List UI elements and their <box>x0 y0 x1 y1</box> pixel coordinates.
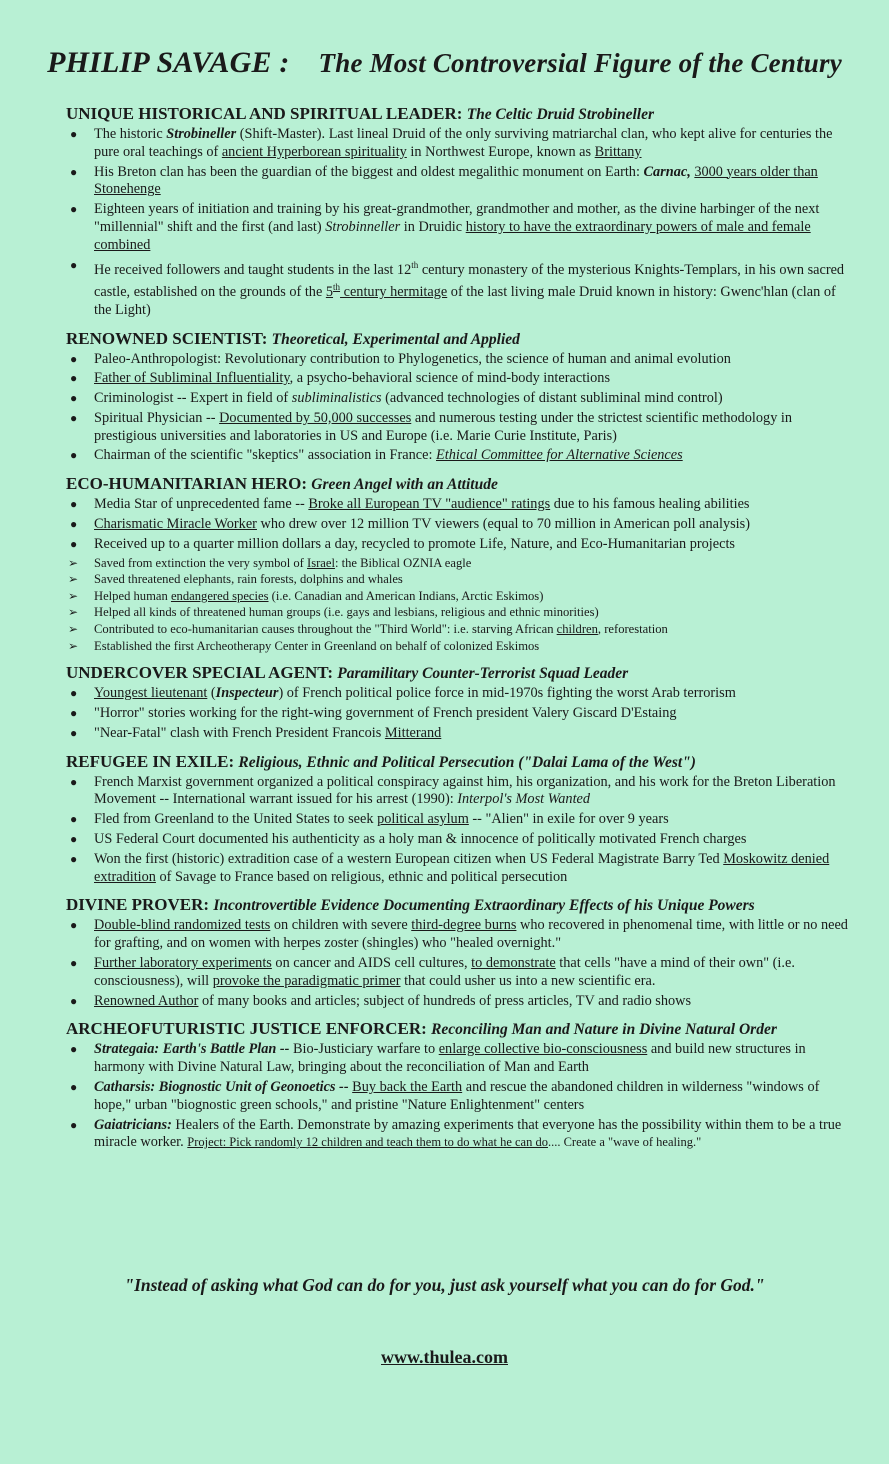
list-item <box>66 126 856 162</box>
section <box>66 895 856 1010</box>
list-item <box>66 390 856 408</box>
list-item <box>66 685 856 703</box>
item-text: (i.e. Canadian and American Indians, Arctic Eskimos) <box>268 588 544 603</box>
arrow-bullet-icon: ➢ <box>68 572 79 587</box>
list-item <box>66 622 856 638</box>
item-text: Saved threatened elephants, rain forests, dolphins and whales <box>94 572 403 587</box>
section <box>66 663 856 742</box>
dot-bullet-icon: ● <box>70 725 78 740</box>
list-item <box>66 705 856 723</box>
item-text: (Shift-Master). Last lineal Druid of the only surviving matriarchal clan, who kept alive for centuries the pure oral teachings of <box>94 126 833 160</box>
list-item <box>66 639 856 655</box>
item-text: on cancer and AIDS cell cultures, <box>271 955 472 971</box>
dot-bullet-icon: ● <box>70 918 78 933</box>
item-text: His Breton clan has been the guardian of the biggest and oldest megalithic monument on Earth: <box>94 163 644 180</box>
item-text: Father of Subliminal Influentiality <box>94 370 290 387</box>
list-item <box>66 955 856 991</box>
list-item <box>66 993 856 1011</box>
item-text: Renowned Author <box>94 992 199 1009</box>
dot-bullet-icon: ● <box>70 127 78 141</box>
list-item <box>66 536 856 554</box>
item-text: provoke the paradigmatic primer <box>212 972 401 989</box>
item-text: Media Star of unprecedented fame -- <box>94 496 309 513</box>
section <box>66 1019 856 1152</box>
list-item <box>66 725 856 743</box>
section-heading-subtitle: Incontrovertible Evidence Documenting Extraordinary Effects of his Unique Powers <box>213 897 755 915</box>
item-text: Saved from extinction the very symbol of <box>94 555 307 570</box>
page-title <box>0 46 889 80</box>
bullet-list <box>66 126 856 320</box>
content-sections <box>66 104 856 1161</box>
arrow-bullet-icon: ➢ <box>68 605 79 620</box>
item-text: Contributed to eco-humanitarian causes throughout the "Third World": i.e. starving African <box>94 622 557 637</box>
item-text: that cells "have a mind of their own" (i.e. consciousness), will <box>94 955 795 989</box>
list-item <box>66 589 856 605</box>
bullet-list <box>66 1041 856 1152</box>
item-text: Catharsis: Biognostic Unit of Geonoetics -- <box>94 1078 349 1095</box>
list-item <box>66 605 856 621</box>
section-heading <box>66 329 856 350</box>
arrow-bullet-icon: ➢ <box>68 588 79 603</box>
section-heading <box>66 1019 856 1040</box>
arrow-bullet-icon: ➢ <box>68 638 79 653</box>
section <box>66 752 856 887</box>
list-item <box>66 496 856 514</box>
dot-bullet-icon: ● <box>70 686 78 701</box>
item-text: of many books and articles; subject of hundreds of press articles, TV and radio shows <box>198 992 692 1009</box>
arrow-bullet-icon: ➢ <box>68 622 79 637</box>
item-text: Charismatic Miracle Worker <box>94 516 257 533</box>
section-heading <box>66 895 856 916</box>
dot-bullet-icon: ● <box>70 351 78 366</box>
item-text: US Federal Court documented his authenticity as a holy man & innocence of politically motivated French charges <box>94 831 747 848</box>
list-item <box>66 1079 856 1115</box>
item-text: Ethical Committee for Alternative Sciences <box>436 447 683 464</box>
dot-bullet-icon: ● <box>70 956 78 970</box>
section-heading-subtitle: Green Angel with an Attitude <box>311 476 498 494</box>
item-text: Healers of the Earth. Demonstrate by amazing experiments that everyone has the possibility within them to be a true miracle worker. <box>94 1116 842 1151</box>
title-subtitle: The Most Controversial Figure of the Century <box>318 48 842 78</box>
website-link[interactable]: www.thulea.com <box>381 1347 508 1367</box>
item-text: on children with severe <box>270 917 412 934</box>
item-text: ( <box>207 685 216 702</box>
item-text: to demonstrate <box>471 955 556 971</box>
section-heading <box>66 104 856 125</box>
item-text: history to have the extraordinary powers of male and female combined <box>94 218 811 253</box>
item-text: : the Biblical OZNIA eagle <box>334 555 472 570</box>
dot-bullet-icon: ● <box>70 371 78 386</box>
dot-bullet-icon: ● <box>70 1079 78 1094</box>
item-text: of Savage to France based on religious, ethnic and political persecution <box>155 868 568 885</box>
section-heading-title: REFUGEE IN EXILE: <box>66 751 239 771</box>
section-heading <box>66 474 856 495</box>
item-text: Broke all European TV "audience" ratings <box>308 496 551 513</box>
bullet-list <box>66 351 856 466</box>
item-text: "Near-Fatal" clash with French President Francois <box>94 724 385 741</box>
list-item <box>66 851 856 887</box>
item-text: Project: Pick randomly 12 children and teach them to do what he can do <box>187 1135 548 1150</box>
item-text: th <box>333 282 341 293</box>
item-text: ancient Hyperborean spirituality <box>221 143 407 160</box>
item-text: Further laboratory experiments <box>94 955 272 971</box>
item-text: Criminologist -- Expert in field of <box>94 390 292 407</box>
item-text: Documented by 50,000 successes <box>219 409 412 426</box>
item-text: century hermitage <box>340 283 448 300</box>
title-name: PHILIP SAVAGE : <box>47 46 290 79</box>
bullet-list <box>66 685 856 742</box>
item-text: in Northwest Europe, known as <box>406 143 595 160</box>
item-text: Bio-Justiciary warfare to <box>289 1041 439 1058</box>
list-item <box>66 831 856 849</box>
list-item <box>66 917 856 953</box>
item-text: Chairman of the scientific "skeptics" association in France: <box>94 447 436 464</box>
dot-bullet-icon: ● <box>70 706 78 721</box>
list-item <box>66 257 856 320</box>
item-text: .... Create a "wave of healing." <box>547 1135 702 1150</box>
bullet-list <box>66 917 856 1010</box>
list-item <box>66 370 856 388</box>
item-text: Established the first Archeotherapy Center in Greenland on behalf of colonized Eskimos <box>94 638 540 653</box>
dot-bullet-icon: ● <box>70 1117 78 1132</box>
dot-bullet-icon: ● <box>70 832 78 847</box>
dot-bullet-icon: ● <box>70 774 78 789</box>
item-text: Gaiatricians: <box>94 1116 172 1133</box>
item-text: -- "Alien" in exile for over 9 years <box>468 811 669 828</box>
item-text: , a psycho-behavioral science of mind-body interactions <box>289 370 611 387</box>
dot-bullet-icon: ● <box>70 202 78 217</box>
list-item <box>66 1041 856 1077</box>
item-text: Paleo-Anthropologist: Revolutionary contribution to Phylogenetics, the science of human and animal evolution <box>94 350 731 367</box>
dot-bullet-icon: ● <box>70 1042 78 1057</box>
arrow-bullet-icon: ➢ <box>68 555 79 570</box>
section-heading-title: DIVINE PROVER: <box>66 895 214 915</box>
item-text: (advanced technologies of distant subliminal mind control) <box>381 390 723 407</box>
item-text: Carnac, <box>643 163 691 180</box>
list-item <box>66 201 856 254</box>
item-text: children <box>556 622 598 637</box>
dot-bullet-icon: ● <box>70 391 78 406</box>
item-text: , reforestation <box>597 622 668 637</box>
section-heading-subtitle: The Celtic Druid Strobineller <box>466 106 655 123</box>
item-text: Mitterand <box>384 724 442 741</box>
item-text: century monastery of the mysterious Knights-Templars, in his own sacred castle, established on the grounds of the <box>94 261 845 300</box>
bullet-list <box>66 774 856 887</box>
list-item <box>66 410 856 446</box>
item-text: enlarge collective bio-consciousness <box>438 1041 648 1058</box>
dot-bullet-icon: ● <box>70 410 78 425</box>
item-text: third-degree burns <box>411 917 517 934</box>
section-heading-title: ARCHEOFUTURISTIC JUSTICE ENFORCER: <box>66 1019 432 1039</box>
dot-bullet-icon: ● <box>70 164 78 179</box>
list-item <box>66 351 856 369</box>
item-text: The historic <box>94 126 167 142</box>
item-text: due to his famous healing abilities <box>550 496 750 513</box>
item-text: Eighteen years of initiation and training by his great-grandmother, grandmother and mother, as the divine harbinger of the next "millennial" shift and the first (and last) <box>94 201 820 235</box>
section-heading-subtitle: Religious, Ethnic and Political Persecution ("Dalai Lama of the West") <box>238 753 696 771</box>
dot-bullet-icon: ● <box>70 812 78 827</box>
item-text: in Druidic <box>400 218 466 235</box>
item-text: French Marxist government organized a political conspiracy against him, his organization, and his work for the Breton Liberation Movement -- International warrant issued for his arrest (1990): <box>94 773 836 808</box>
item-text: Strobinneller <box>325 218 401 235</box>
closing-quote: "Instead of asking what God can do for you, just ask yourself what you can do for God." <box>124 1275 765 1295</box>
list-item <box>66 447 856 465</box>
item-text: of the last living male Druid known in history: Gwenc'hlan (clan of the Light) <box>94 283 836 318</box>
section-heading <box>66 663 856 684</box>
bullet-list <box>66 496 856 654</box>
section-heading-subtitle: Theoretical, Experimental and Applied <box>271 330 520 348</box>
dot-bullet-icon: ● <box>70 536 78 551</box>
list-item <box>66 811 856 829</box>
item-text: Brittany <box>594 143 642 160</box>
list-item <box>66 164 856 200</box>
section-heading-title: UNDERCOVER SPECIAL AGENT: <box>66 663 338 683</box>
item-text: Double-blind randomized tests <box>94 917 271 934</box>
item-text: Strategaia: Earth's Battle Plan -- <box>94 1041 290 1058</box>
dot-bullet-icon: ● <box>70 993 78 1008</box>
item-text: political asylum <box>377 811 469 828</box>
item-text: who recovered in phenomenal time, with little or no need for grafting, and on women with herpes zoster (shingles) who "healed overnight." <box>94 917 848 952</box>
section-heading-title: RENOWNED SCIENTIST: <box>66 328 272 348</box>
section <box>66 104 856 320</box>
item-text: "Horror" stories working for the right-wing government of French president Valery Giscard D'Estaing <box>94 705 677 722</box>
list-item <box>66 556 856 572</box>
item-text: Inspecteur <box>215 685 279 702</box>
list-item <box>66 572 856 588</box>
item-text: and build new structures in harmony with Divine Natural Law, bringing about the reconciliation of Man and Earth <box>94 1041 806 1076</box>
section <box>66 329 856 466</box>
item-text: Strobineller <box>166 126 237 142</box>
item-text: th <box>411 259 419 270</box>
list-item <box>66 774 856 810</box>
item-text: ) of French political police force in mid-1970s fighting the worst Arab terrorism <box>278 685 736 702</box>
list-item <box>66 516 856 534</box>
item-text: Israel <box>307 555 335 570</box>
section-heading-subtitle: Reconciling Man and Nature in Divine Natural Order <box>431 1021 777 1039</box>
section-heading-title: ECO-HUMANITARIAN HERO: <box>66 474 312 494</box>
item-text: subliminalistics <box>291 390 382 407</box>
section-heading-subtitle: Paramilitary Counter-Terrorist Squad Leader <box>337 665 629 683</box>
item-text: 3000 years older than Stonehenge <box>94 163 818 198</box>
dot-bullet-icon: ● <box>70 257 78 272</box>
item-text: endangered species <box>170 588 269 603</box>
item-text: Fled from Greenland to the United States to seek <box>94 811 378 828</box>
item-text: who drew over 12 million TV viewers (equal to 70 million in American poll analysis) <box>256 516 750 533</box>
item-text: Spiritual Physician -- <box>94 409 220 426</box>
dot-bullet-icon: ● <box>70 517 78 532</box>
item-text: Youngest lieutenant <box>94 685 208 702</box>
item-text: Helped all kinds of threatened human groups (i.e. gays and lesbians, religious and ethnic minorities) <box>94 605 599 620</box>
section <box>66 474 856 654</box>
item-text: He received followers and taught students in the last 12 <box>94 261 412 278</box>
item-text: Received up to a quarter million dollars a day, recycled to promote Life, Nature, and Eco-Humanitarian projects <box>94 535 735 552</box>
item-text: Interpol's Most Wanted <box>457 791 591 808</box>
item-text: 5 <box>325 283 334 300</box>
item-text: and numerous testing under the strictest scientific methodology in prestigious universities and laboratories in US and Europe (i.e. Marie Curie Institute, Paris) <box>94 409 793 444</box>
item-text: Buy back the Earth <box>352 1078 463 1095</box>
dot-bullet-icon: ● <box>70 448 78 463</box>
item-text: and rescue the abandoned children in wilderness "windows of hope," urban "biognostic green schools," and pristine "Nature Enlightenment" centers <box>94 1078 820 1113</box>
section-heading <box>66 752 856 773</box>
section-heading-title: UNIQUE HISTORICAL AND SPIRITUAL LEADER: <box>66 104 467 123</box>
item-text: Moskowitz denied extradition <box>94 850 830 885</box>
item-text: Won the first (historic) extradition case of a western European citizen when US Federal Magistrate Barry Ted <box>94 850 724 867</box>
list-item <box>66 1117 856 1153</box>
dot-bullet-icon: ● <box>70 497 78 512</box>
dot-bullet-icon: ● <box>70 851 78 866</box>
item-text: that could usher us into a new scientific era. <box>400 972 656 989</box>
item-text: Helped human <box>94 588 171 603</box>
